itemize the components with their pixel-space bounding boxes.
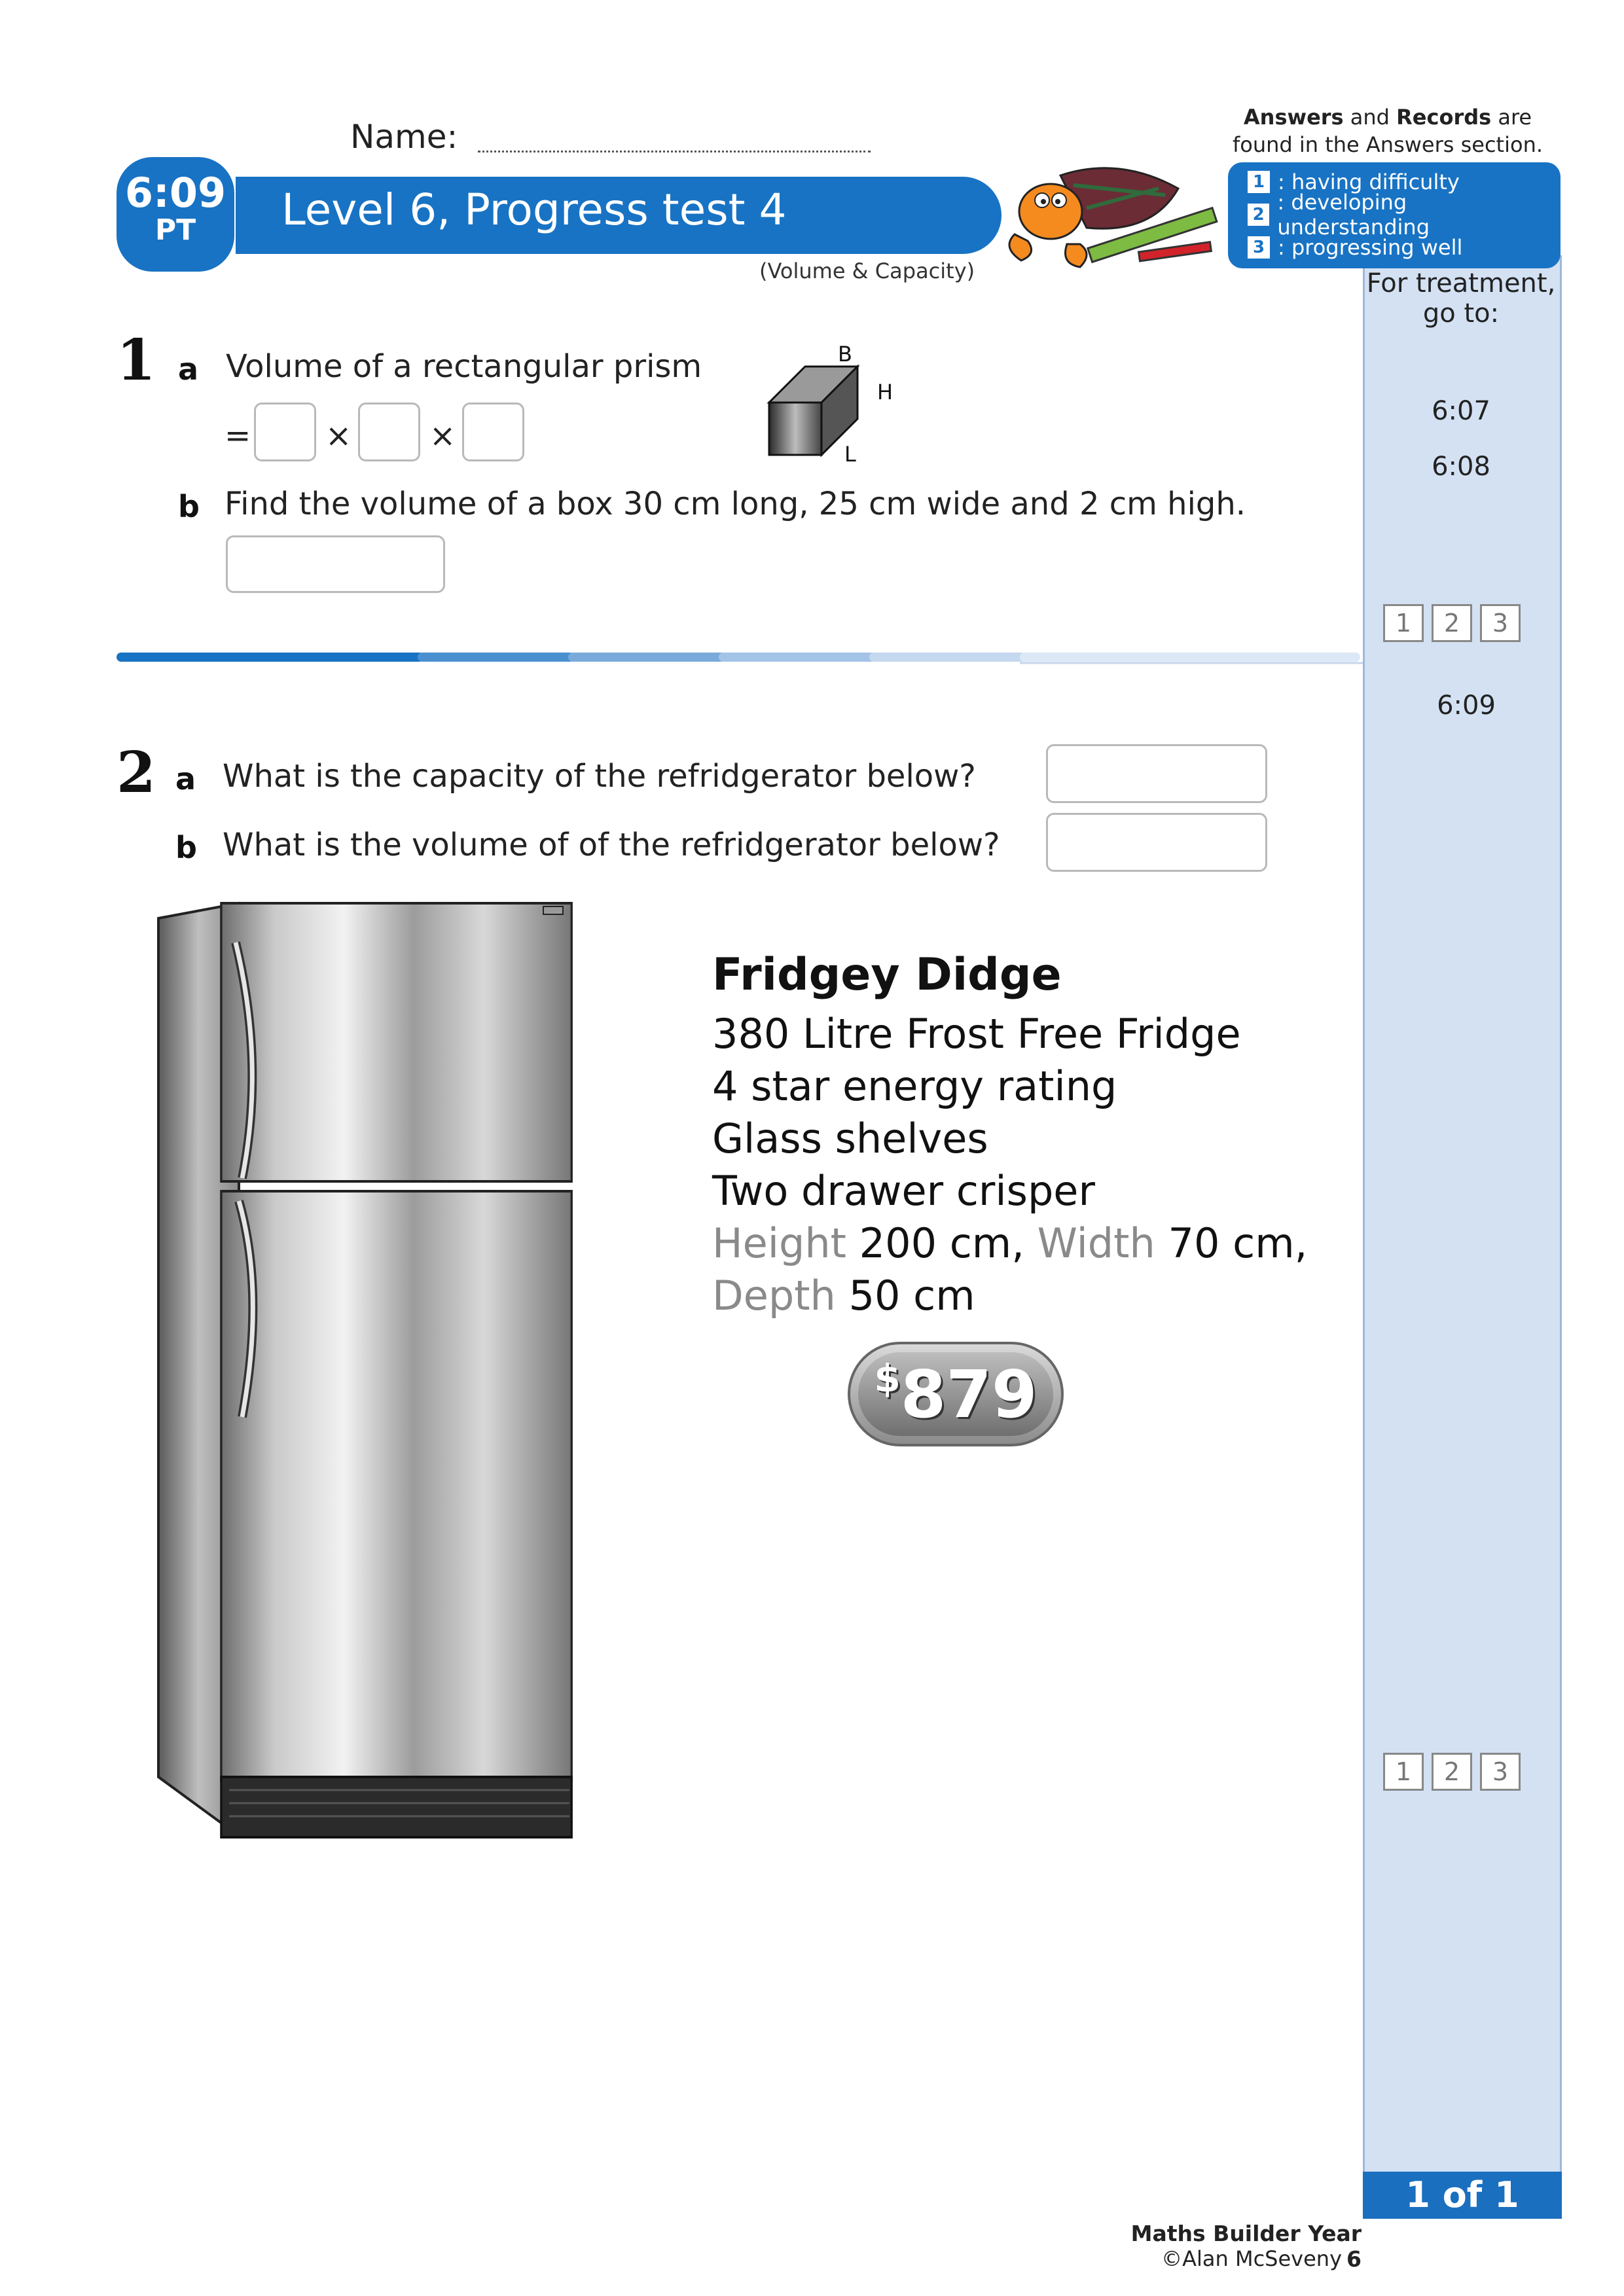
- answer-box-2b[interactable]: [1046, 813, 1267, 872]
- answer-box-2a[interactable]: [1046, 744, 1267, 803]
- level-badge: [117, 157, 234, 272]
- legend-label: : progressing well: [1278, 235, 1463, 260]
- answer-box-1a-2[interactable]: [358, 403, 420, 461]
- question-1b-letter: b: [178, 489, 200, 524]
- name-field[interactable]: [478, 151, 871, 152]
- price-tag: [848, 1342, 1064, 1446]
- legend-panel: [1228, 162, 1561, 268]
- treatment-label: [1363, 268, 1559, 329]
- badge-code: 6:09: [124, 169, 226, 217]
- answers-note: Answers and Records are found in the Answers section.: [1232, 105, 1543, 157]
- question-1a-text: Volume of a rectangular prism: [226, 348, 702, 385]
- score-boxes-q1: [1383, 604, 1521, 642]
- fridge-features: [712, 1008, 1307, 1322]
- legend-num: 2: [1248, 204, 1269, 226]
- answer-box-1b[interactable]: [226, 535, 445, 593]
- fridge-feature: Two drawer crisper: [712, 1167, 1095, 1215]
- treatment-label-line1: For treatment,: [1366, 268, 1556, 298]
- question-2b-text: What is the volume of of the refridgerator below?: [223, 827, 1000, 863]
- price-value: 879: [900, 1356, 1038, 1433]
- legend-label: : developing understanding: [1277, 190, 1430, 240]
- badge-sub: PT: [154, 213, 196, 247]
- height-label: Height: [712, 1219, 846, 1267]
- times-sign: ×: [325, 418, 352, 454]
- height-value: 200 cm,: [859, 1219, 1024, 1267]
- score-box-3[interactable]: 3: [1480, 1753, 1521, 1791]
- equals-sign: =: [225, 418, 251, 454]
- times-sign: ×: [429, 418, 456, 454]
- treatment-link-6-08[interactable]: 6:08: [1432, 452, 1490, 482]
- question-1-number: 1: [117, 327, 156, 393]
- footer-book: Maths Builder Year 6: [1130, 2221, 1362, 2272]
- score-box-1[interactable]: 1: [1383, 604, 1424, 642]
- fridge-feature: 380 Litre Frost Free Fridge: [712, 1010, 1241, 1058]
- question-1b-text: Find the volume of a box 30 cm long, 25 cm wide and 2 cm high.: [225, 486, 1246, 522]
- question-1a-letter: a: [178, 351, 199, 387]
- legend-label: : having difficulty: [1278, 170, 1460, 194]
- answer-box-1a-3[interactable]: [462, 403, 524, 461]
- fridge-feature: 4 star energy rating: [712, 1062, 1117, 1110]
- fridge-dimensions-line2: [712, 1270, 1307, 1322]
- question-2-number: 2: [117, 740, 156, 806]
- width-label: Width: [1037, 1219, 1155, 1267]
- page-subtitle: (Volume & Capacity): [759, 259, 975, 283]
- question-2a-text: What is the capacity of the refridgerator below?: [223, 758, 976, 795]
- score-box-2[interactable]: 2: [1432, 604, 1472, 642]
- treatment-link-6-09[interactable]: 6:09: [1437, 691, 1496, 721]
- prism-label-l: L: [844, 442, 856, 467]
- fridge-feature: Glass shelves: [712, 1115, 988, 1162]
- prism-label-h: H: [877, 380, 893, 404]
- legend-item-2: [1228, 190, 1561, 240]
- depth-label: Depth: [712, 1272, 836, 1319]
- treatment-sidebar: [1363, 255, 1562, 2186]
- width-value: 70 cm,: [1168, 1219, 1308, 1267]
- question-2b-letter: b: [175, 830, 197, 865]
- legend-num: 3: [1248, 236, 1270, 259]
- score-box-2[interactable]: 2: [1432, 1753, 1472, 1791]
- refrigerator-image: [151, 900, 583, 1839]
- answer-box-1a-1[interactable]: [254, 403, 316, 461]
- question-2a-letter: a: [175, 761, 196, 797]
- page-indicator: 1 of 1: [1363, 2172, 1562, 2219]
- treatment-label-line2: go to:: [1422, 298, 1500, 329]
- name-label: Name:: [350, 118, 458, 156]
- prism-label-b: B: [838, 342, 852, 367]
- legend-num: 1: [1248, 171, 1270, 193]
- section-divider: [117, 650, 1363, 664]
- score-boxes-q2: [1383, 1753, 1521, 1791]
- score-box-1[interactable]: 1: [1383, 1753, 1424, 1791]
- price-symbol: $: [874, 1356, 901, 1401]
- score-box-3[interactable]: 3: [1480, 604, 1521, 642]
- page-title: Level 6, Progress test 4: [281, 185, 787, 235]
- fridge-dimensions-line1: [712, 1217, 1307, 1270]
- depth-value: 50 cm: [848, 1272, 975, 1319]
- crab-mascot-icon: [988, 149, 1224, 280]
- fridge-name: Fridgey Didge: [712, 949, 1062, 1001]
- treatment-link-6-07[interactable]: 6:07: [1432, 396, 1490, 426]
- footer-copyright: ©Alan McSeveny: [1161, 2246, 1342, 2271]
